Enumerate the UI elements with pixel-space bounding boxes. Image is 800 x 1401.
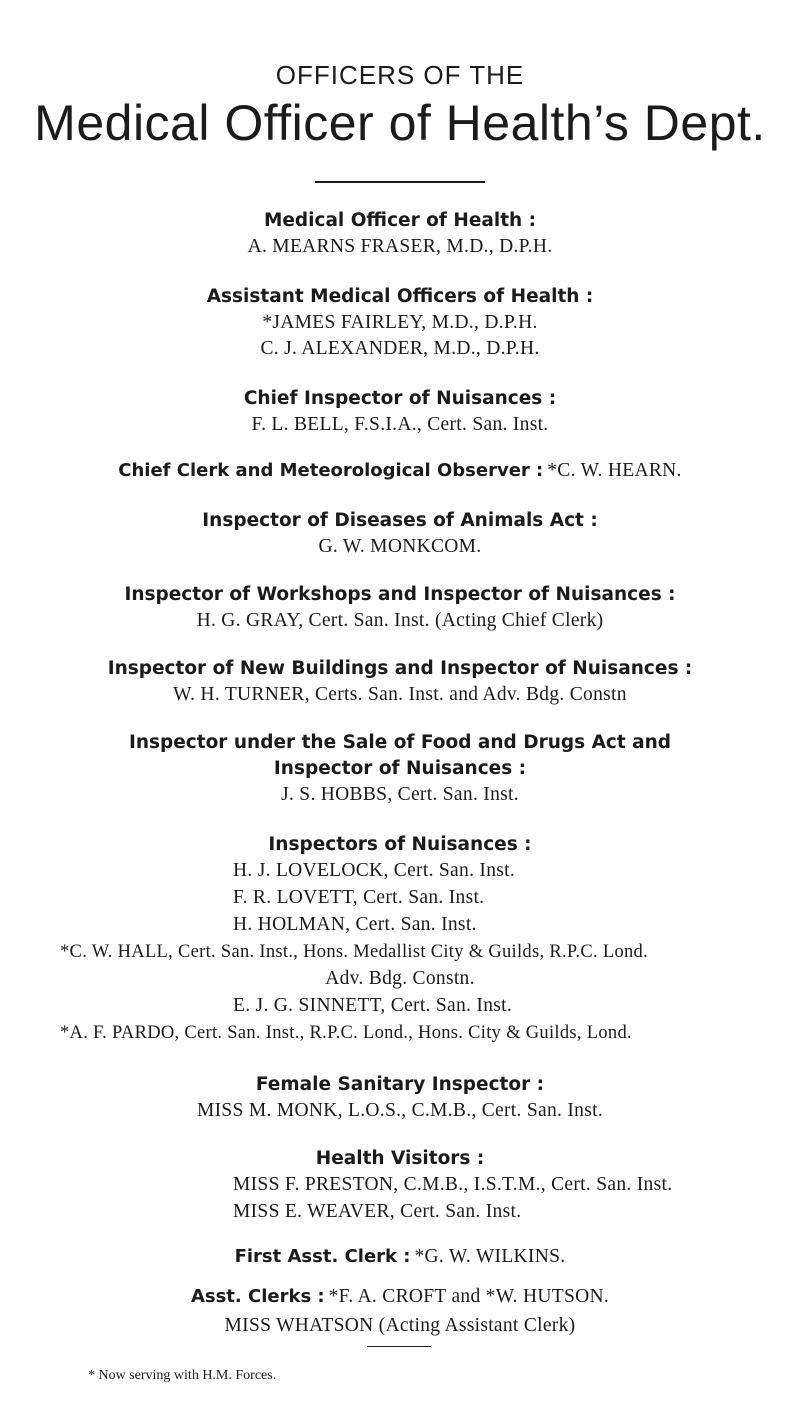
officer-name: F. L. BELL, F.S.I.A., Cert. San. Inst. — [251, 414, 549, 435]
inspectors-section — [0, 832, 800, 858]
officer-name: G. W. MONKCOM. — [318, 536, 482, 557]
food-drugs-section — [0, 730, 800, 808]
officer-name: F. R. LOVETT, Cert. San. Inst. — [233, 887, 485, 908]
workshops-section — [0, 582, 800, 634]
section-heading: Asst. Clerks : — [190, 1286, 325, 1307]
moh-section — [0, 208, 800, 260]
officer-name: MISS M. MONK, L.O.S., C.M.B., Cert. San. Inst. — [196, 1100, 603, 1121]
super-title: OFFICERS OF THE — [275, 60, 525, 90]
officer-name: *JAMES FAIRLEY, M.D., D.P.H. — [262, 312, 538, 333]
title-divider — [315, 181, 485, 183]
officer-name: *F. A. CROFT and *W. HUTSON. — [328, 1286, 610, 1307]
officer-name: J. S. HOBBS, Cert. San. Inst. — [281, 784, 519, 805]
section-heading: Assistant Medical Officers of Health : — [206, 286, 594, 307]
section-heading: Inspector of Diseases of Animals Act : — [202, 510, 598, 531]
officer-name: *C. W. HALL, Cert. San. Inst., Hons. Medallist City & Guilds, R.P.C. Lond. — [60, 942, 649, 962]
section-heading: Health Visitors : — [315, 1148, 485, 1169]
diseases-animals-section — [0, 508, 800, 560]
section-heading: Inspector under the Sale of Food and Drugs Act and — [128, 732, 672, 753]
officer-name: *G. W. WILKINS. — [414, 1246, 566, 1267]
section-heading: First Asst. Clerk : — [234, 1246, 411, 1267]
section-heading: Female Sanitary Inspector : — [255, 1074, 545, 1095]
officer-name: H. HOLMAN, Cert. San. Inst. — [233, 914, 477, 935]
officer-name: C. J. ALEXANDER, M.D., D.P.H. — [260, 338, 540, 359]
page-title: Medical Officer of Health’s Dept. — [34, 95, 766, 151]
section-heading: Inspector of Workshops and Inspector of Nuisances : — [124, 584, 676, 605]
section-heading: Inspectors of Nuisances : — [268, 834, 532, 855]
health-visitors-section — [0, 1146, 800, 1172]
officer-name: E. J. G. SINNETT, Cert. San. Inst. — [233, 995, 513, 1016]
officer-name: *A. F. PARDO, Cert. San. Inst., R.P.C. Lond., Hons. City & Guilds, Lond. — [60, 1023, 632, 1043]
first-asst-clerk-section — [0, 1246, 800, 1268]
footnote: * Now serving with H.M. Forces. — [88, 1368, 277, 1383]
officer-name: MISS F. PRESTON, C.M.B., I.S.T.M., Cert. San. Inst. — [233, 1174, 673, 1195]
divider — [367, 1346, 431, 1347]
officer-name-cont: Adv. Bdg. Constn. — [325, 968, 475, 989]
section-heading: Inspector of New Buildings and Inspector of Nuisances : — [107, 658, 693, 679]
new-buildings-section — [0, 656, 800, 708]
chief-clerk-section — [0, 460, 800, 482]
acting-clerk-line: MISS WHATSON (Acting Assistant Clerk) — [224, 1315, 576, 1336]
officer-name: H. G. GRAY, Cert. San. Inst. (Acting Chief Clerk) — [196, 610, 604, 631]
asst-clerks-section — [0, 1286, 800, 1308]
section-heading-cont: Inspector of Nuisances : — [273, 758, 527, 779]
officer-name: H. J. LOVELOCK, Cert. San. Inst. — [233, 860, 516, 881]
female-sanitary-section — [0, 1072, 800, 1124]
officer-name: A. MEARNS FRASER, M.D., D.P.H. — [247, 236, 553, 257]
section-heading: Chief Inspector of Nuisances : — [243, 388, 557, 409]
officer-name: *C. W. HEARN. — [547, 460, 682, 481]
chief-inspector-section — [0, 386, 800, 438]
section-heading: Chief Clerk and Meteorological Observer : — [118, 460, 544, 481]
officer-name: W. H. TURNER, Certs. San. Inst. and Adv. Bdg. Constn — [173, 684, 627, 705]
officer-name: MISS E. WEAVER, Cert. San. Inst. — [233, 1201, 522, 1222]
section-heading: Medical Officer of Health : — [263, 210, 537, 231]
asst-moh-section — [0, 284, 800, 362]
